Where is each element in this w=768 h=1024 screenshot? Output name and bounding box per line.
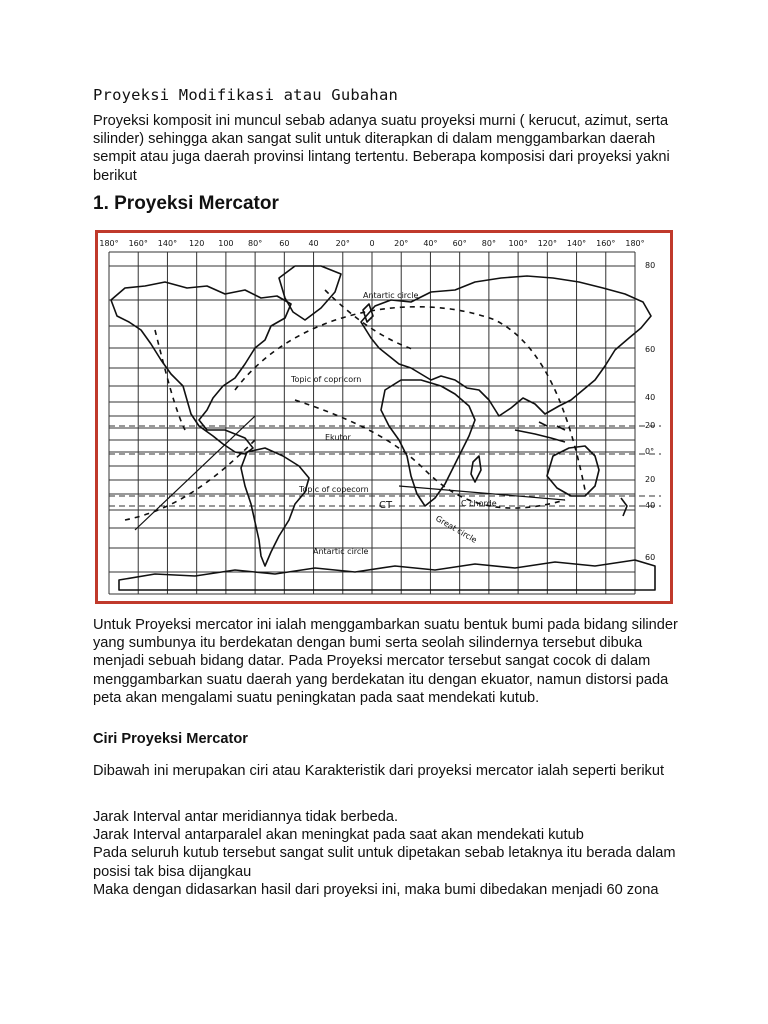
- longitude-label: 180°: [99, 239, 119, 248]
- list-item: Pada seluruh kutub tersebut sangat sulit untuk dipetakan sebab letaknya itu berada dalam posisi tak bisa dijangkau: [93, 845, 676, 880]
- mercator-map: [95, 230, 673, 604]
- mercator-description: Untuk Proyeksi mercator ini ialah menggambarkan suatu bentuk bumi pada bidang silinder yang sumbunya itu berdekatan dengan bumi serta seolah silindernya tersebut dibuka menjadi sebuah bidang datar. Pada Proyeksi mercator tersebut sangat cocok di dalam menggambarkan suatu daerah yang berdekatan itu dengan ekuator, namun distorsi pada peta akan mengalami suatu peningkatan pada saat mendekati kutub.: [93, 617, 678, 706]
- longitude-label: 80°: [481, 239, 496, 248]
- longitude-label: 80°: [248, 239, 263, 248]
- characteristics-heading: Ciri Proyeksi Mercator: [93, 731, 248, 747]
- tropic-capricorn-top-label: Topic of copricorn: [291, 375, 362, 384]
- c-chorde-label: C chorde: [461, 499, 497, 508]
- latitude-label: 40: [645, 393, 656, 402]
- latitude-label: 0°: [645, 447, 655, 456]
- tropic-capricorn-bottom-label: Topic of copecorn: [299, 485, 369, 494]
- antarctic-circle-top-label: Antartic circle: [363, 291, 419, 300]
- list-item: Maka dengan didasarkan hasil dari proyeksi ini, maka bumi dibedakan menjadi 60 zona: [93, 881, 659, 898]
- longitude-label: 60°: [452, 239, 467, 248]
- longitude-label: 100: [218, 239, 234, 248]
- longitude-label: 180°: [625, 239, 645, 248]
- longitude-label: 140°: [566, 239, 587, 248]
- characteristics-lead: Dibawah ini merupakan ciri atau Karakteristik dari proyeksi mercator ialah seperti berikut: [93, 763, 665, 779]
- latitude-label: 60: [645, 553, 656, 562]
- longitude-label: 60: [279, 239, 290, 248]
- antarctic-circle-bottom-label: Antartic circle: [313, 547, 369, 556]
- section-title: 1. Proyeksi Mercator: [93, 193, 279, 214]
- longitude-label: 40: [308, 239, 319, 248]
- list-item: Jarak Interval antar meridiannya tidak berbeda.: [93, 809, 399, 825]
- longitude-label: 140°: [157, 239, 178, 248]
- longitude-label: 20°: [335, 239, 350, 248]
- longitude-label: 160°: [128, 239, 148, 248]
- longitude-label: 120°: [537, 239, 557, 248]
- great-circle-label: Great circle: [434, 513, 479, 545]
- longitude-label: 120: [189, 239, 205, 248]
- latitude-label: 60: [645, 345, 656, 354]
- longitude-label: 100°: [508, 239, 528, 248]
- characteristics-list: [93, 808, 693, 899]
- document-subtitle: Proyeksi Modifikasi atau Gubahan: [93, 86, 399, 104]
- latitude-label: 40: [645, 501, 656, 510]
- ct-label: CT: [379, 500, 393, 511]
- longitude-label: 160°: [596, 239, 616, 248]
- latitude-label: 20: [645, 475, 656, 484]
- list-item: Jarak Interval antarparalel akan meningkat pada saat akan mendekati kutub: [93, 827, 584, 844]
- longitude-label: 0: [369, 239, 375, 248]
- latitude-label: 20: [645, 421, 656, 430]
- longitude-label: 20°: [394, 239, 409, 248]
- intro-paragraph: Proyeksi komposit ini muncul sebab adanya suatu proyeksi murni ( kerucut, azimut, serta silinder) sehingga akan sangat sulit untuk diterapkan di dalam menggambarkan daerah sempit atau juga daerah provinsi lintang tertentu. Beberapa komposisi dari proyeksi yakni berikut: [93, 113, 670, 184]
- latitude-label: 80: [645, 261, 656, 270]
- longitude-label: 40°: [423, 239, 438, 248]
- equator-label: Ekutor: [325, 433, 351, 442]
